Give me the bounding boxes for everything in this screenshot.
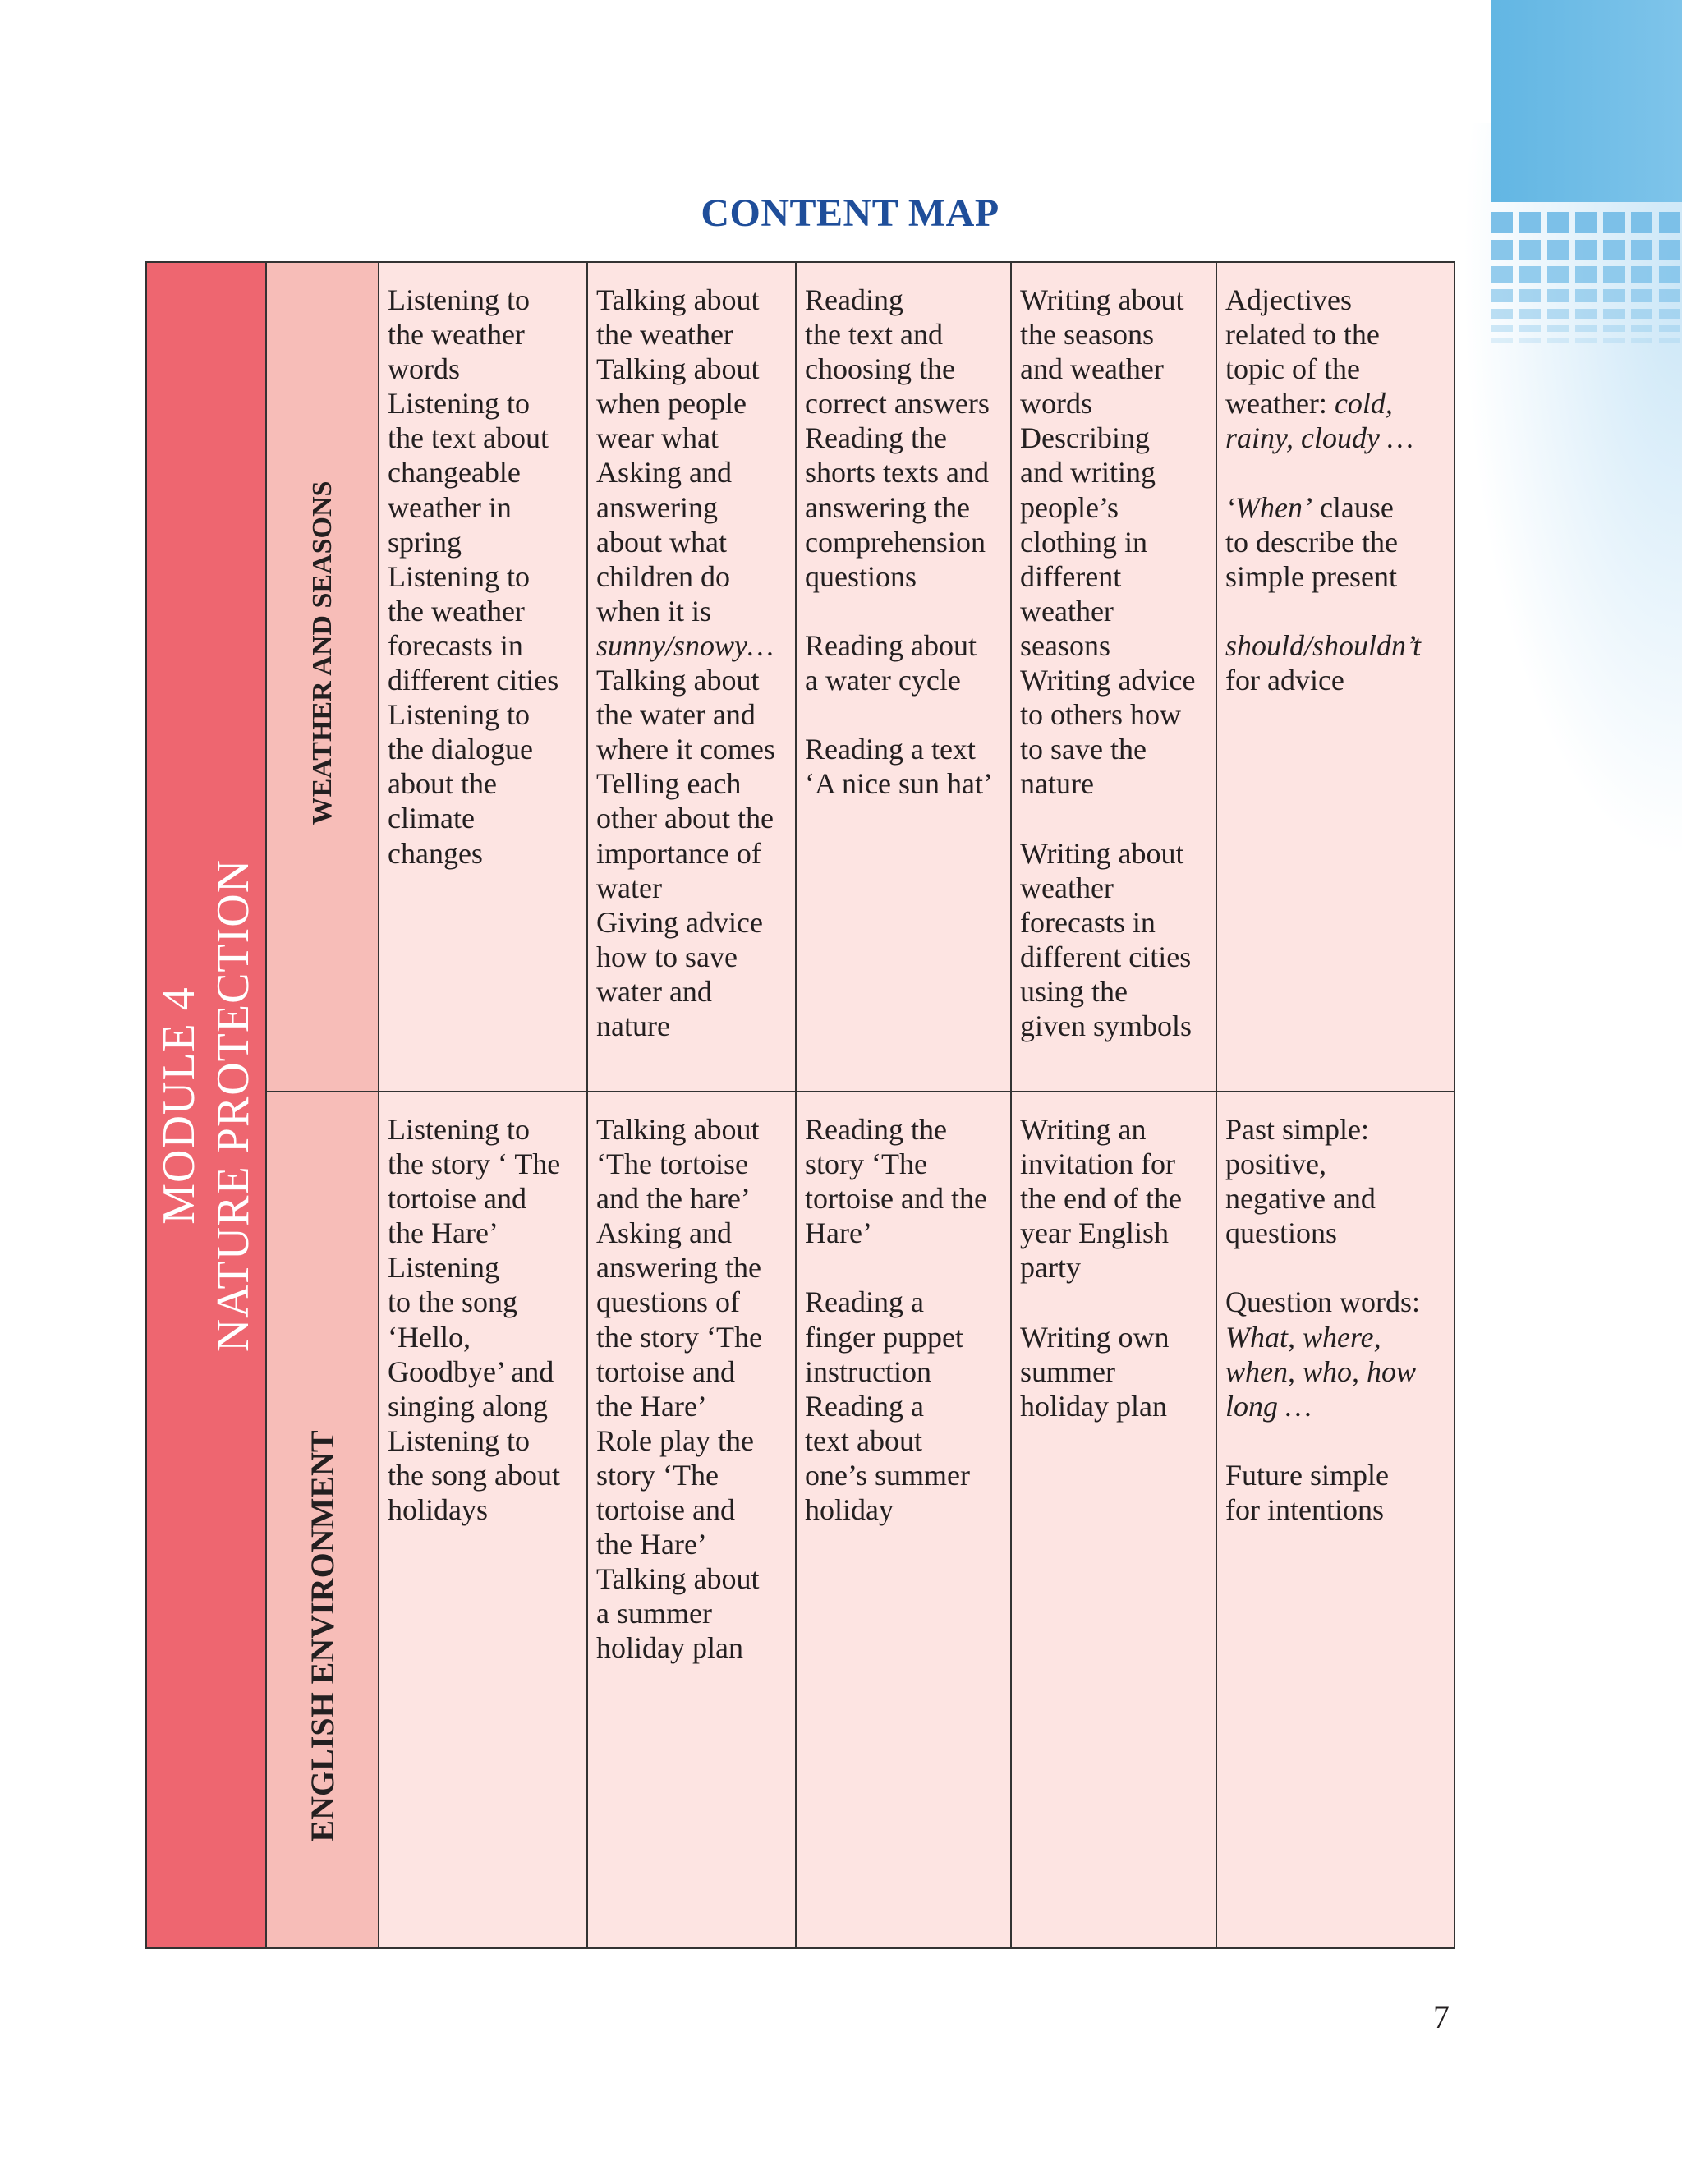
topic-label: WEATHER AND SEASONS	[306, 480, 338, 825]
skill-cell	[1011, 262, 1216, 1092]
cell-line: ‘A nice sun hat’	[805, 767, 993, 801]
decor-square	[1575, 240, 1597, 260]
cell-line: Reading the	[805, 1113, 947, 1146]
cell-line: Writing about	[1020, 836, 1184, 870]
cell-line: Question words:	[1225, 1285, 1420, 1319]
decor-square	[1603, 266, 1625, 283]
square-row	[1491, 309, 1682, 319]
cell-line: story ‘The	[596, 1458, 719, 1492]
cell-line: a water cycle	[805, 664, 961, 697]
cell-line: about the	[388, 767, 497, 801]
decor-square	[1575, 338, 1597, 343]
cell-line: Listening to	[388, 1113, 530, 1146]
decor-square	[1519, 338, 1541, 343]
cell-line: Role play the	[596, 1423, 754, 1457]
cell-line: answering the	[805, 490, 970, 524]
decor-square	[1519, 266, 1541, 283]
decor-square	[1491, 309, 1513, 319]
decor-square	[1659, 289, 1680, 302]
decor-square	[1547, 240, 1569, 260]
cell-line: and the hare’	[596, 1182, 751, 1216]
cell-line: to save the	[1020, 733, 1147, 766]
cell-line: the story ‘ The	[388, 1147, 561, 1181]
cell-line: Reading a	[805, 1389, 924, 1423]
decor-square	[1603, 240, 1625, 260]
cell-line: nature	[1020, 767, 1094, 801]
cell-line: the weather	[596, 318, 733, 352]
decor-square	[1631, 338, 1652, 343]
cell-line: correct answers	[805, 387, 990, 421]
cell-line: using the	[1020, 974, 1128, 1008]
page-title: CONTENT MAP	[701, 191, 1000, 235]
cell-line: different cities	[1020, 940, 1192, 973]
module-name: NATURE PROTECTION	[208, 858, 259, 1352]
cell-line: story ‘The	[805, 1147, 927, 1181]
cell-line: children do	[596, 559, 730, 593]
cell-line: nature	[596, 1009, 670, 1042]
decor-square	[1575, 266, 1597, 283]
cell-line: Reading a text	[805, 733, 976, 766]
cell-line: Talking about	[596, 352, 760, 386]
decor-square	[1519, 309, 1541, 319]
decor-square	[1547, 338, 1569, 343]
cell-gap	[805, 697, 1005, 732]
cell-line: should/shouldn’t	[1225, 628, 1422, 662]
decor-square	[1631, 240, 1652, 260]
grammar-cell	[1216, 1092, 1455, 1948]
cell-line: simple present	[1225, 559, 1397, 593]
decor-square	[1659, 325, 1680, 332]
cell-line: to the song	[388, 1285, 517, 1319]
cell-line	[1225, 490, 1449, 525]
decor-square	[1603, 289, 1625, 302]
square-row	[1491, 325, 1682, 332]
cell-line: finger puppet	[805, 1320, 963, 1354]
square-row	[1491, 289, 1682, 302]
cell-line: comprehension	[805, 525, 986, 559]
cell-text: clause	[1312, 490, 1394, 524]
cell-line: Writing own	[1020, 1320, 1170, 1354]
cell-line: seasons	[1020, 628, 1110, 662]
page-number: 7	[1433, 1998, 1450, 2035]
cell-line: Reading the	[805, 421, 947, 455]
cell-line: holiday plan	[1020, 1389, 1167, 1423]
cell-line: where it comes	[596, 733, 775, 766]
cell-line: singing along	[388, 1389, 548, 1423]
decor-square	[1659, 338, 1680, 343]
cell-line: Writing an	[1020, 1113, 1147, 1146]
decor-square	[1491, 289, 1513, 302]
decor-square	[1519, 325, 1541, 332]
decor-square	[1659, 309, 1680, 319]
cell-line: people’s	[1020, 490, 1119, 524]
cell-line: Talking about	[596, 1113, 760, 1146]
cell-line: Listening	[388, 1251, 499, 1285]
decor-square	[1631, 309, 1652, 319]
cell-line: a summer	[596, 1597, 712, 1630]
cell-line: negative and	[1225, 1182, 1376, 1216]
cell-line: Listening to	[388, 1423, 530, 1457]
decor-square	[1547, 309, 1569, 319]
skill-cell	[587, 1092, 796, 1948]
topic-cell	[266, 1092, 379, 1948]
cell-line: for intentions	[1225, 1493, 1384, 1527]
cell-italic-text: ‘When’	[1225, 490, 1312, 524]
cell-line: Adjectives	[1225, 283, 1352, 316]
cell-line: ‘The tortoise	[596, 1147, 748, 1181]
decor-square	[1547, 325, 1569, 332]
cell-line: when, who, how	[1225, 1354, 1417, 1388]
cell-line: different	[1020, 559, 1122, 593]
module-number: MODULE 4	[154, 986, 205, 1225]
cell-line: the Hare’	[596, 1389, 707, 1423]
cell-line: weather in	[388, 490, 512, 524]
cell-gap	[1225, 594, 1449, 628]
cell-line: answering	[596, 490, 718, 524]
cell-line: when it is	[596, 594, 711, 628]
cell-line: sunny/snowy…	[596, 628, 774, 662]
cell-line: words	[1020, 387, 1092, 421]
corner-blue-block	[1491, 0, 1682, 202]
grammar-cell	[1216, 262, 1455, 1092]
decor-square	[1491, 325, 1513, 332]
decor-square	[1603, 309, 1625, 319]
decor-square	[1519, 240, 1541, 260]
skill-cell	[796, 1092, 1011, 1948]
cell-gap	[1020, 801, 1211, 835]
cell-gap	[805, 1250, 1005, 1285]
cell-line: different cities	[388, 664, 559, 697]
decor-square	[1659, 240, 1680, 260]
decor-square	[1491, 338, 1513, 343]
table-row	[146, 1092, 1455, 1948]
cell-line: Asking and	[596, 456, 732, 490]
cell-gap	[805, 594, 1005, 628]
cell-line: Asking and	[596, 1216, 732, 1250]
cell-line: weather	[1020, 871, 1114, 904]
decor-square	[1519, 289, 1541, 302]
cell-line: invitation for	[1020, 1147, 1175, 1181]
cell-line: the end of the	[1020, 1182, 1182, 1216]
cell-line: Telling each	[596, 767, 742, 801]
cell-line: shorts texts and	[805, 456, 989, 490]
cell-gap	[1225, 1250, 1449, 1285]
cell-line: tortoise and	[388, 1182, 526, 1216]
square-row	[1491, 240, 1682, 260]
cell-line: Hare’	[805, 1216, 872, 1250]
module-cell	[146, 262, 266, 1948]
cell-line: clothing in	[1020, 525, 1147, 559]
cell-gap	[1225, 455, 1449, 490]
cell-line: positive,	[1225, 1147, 1326, 1181]
cell-line: tortoise and	[596, 1354, 735, 1388]
cell-line: questions of	[596, 1285, 740, 1319]
cell-line: holidays	[388, 1493, 488, 1527]
cell-line: wear what	[596, 421, 719, 455]
decor-square	[1547, 289, 1569, 302]
cell-line: the Hare’	[596, 1528, 707, 1561]
cell-line: holiday plan	[596, 1631, 743, 1665]
decor-square	[1491, 266, 1513, 283]
cell-text: weather:	[1225, 387, 1335, 421]
cell-line: the weather	[388, 594, 525, 628]
cell-gap	[1020, 1285, 1211, 1319]
skill-cell	[1011, 1092, 1216, 1948]
cell-line: Reading a	[805, 1285, 924, 1319]
cell-line: Future simple	[1225, 1458, 1389, 1492]
cell-line: questions	[805, 559, 917, 593]
cell-line: to describe the	[1225, 525, 1398, 559]
skill-cell	[796, 262, 1011, 1092]
content-map-table	[145, 261, 1455, 1949]
decor-square	[1603, 325, 1625, 332]
cell-line: topic of the	[1225, 352, 1360, 386]
cell-line: Talking about	[596, 1562, 760, 1596]
cell-line: the seasons	[1020, 318, 1154, 352]
cell-line: the text about	[388, 421, 549, 455]
decor-square	[1659, 266, 1680, 283]
cell-line: Goodbye’ and	[388, 1354, 554, 1388]
cell-line: Listening to	[388, 698, 530, 732]
cell-line: spring	[388, 525, 462, 559]
cell-line: the text and	[805, 318, 943, 352]
module-label	[152, 858, 260, 1351]
cell-line: climate	[388, 802, 475, 835]
cell-line: for advice	[1225, 664, 1344, 697]
cell-line: forecasts in	[388, 628, 523, 662]
cell-line: choosing the	[805, 352, 955, 386]
cell-line: answering the	[596, 1251, 761, 1285]
cell-line: water	[596, 871, 662, 904]
cell-line: tortoise and the	[805, 1182, 987, 1216]
cell-line: What, where,	[1225, 1320, 1381, 1354]
cell-line: to others how	[1020, 698, 1181, 732]
cell-line: Describing	[1020, 421, 1150, 455]
cell-line: long …	[1225, 1389, 1312, 1423]
cell-line: Talking about	[596, 283, 760, 316]
decor-square	[1575, 309, 1597, 319]
skill-cell	[587, 262, 796, 1092]
cell-line: water and	[596, 974, 712, 1008]
decor-square	[1631, 325, 1652, 332]
cell-line: rainy, cloudy …	[1225, 421, 1413, 455]
cell-line: Listening to	[388, 559, 530, 593]
topic-cell	[266, 262, 379, 1092]
cell-line: Listening to	[388, 283, 530, 316]
cell-line: when people	[596, 387, 747, 421]
cell-line: year English	[1020, 1216, 1169, 1250]
cell-italic-text: cold,	[1334, 387, 1393, 421]
cell-line: Giving advice	[596, 905, 763, 939]
cell-line: instruction	[805, 1354, 931, 1388]
cell-line: Listening to	[388, 387, 530, 421]
cell-line: and weather	[1020, 352, 1164, 386]
cell-line: other about the	[596, 802, 774, 835]
decor-square	[1603, 338, 1625, 343]
cell-line: weather	[1020, 594, 1114, 628]
cell-line: the weather	[388, 318, 525, 352]
cell-line: importance of	[596, 836, 761, 870]
cell-line: Writing advice	[1020, 664, 1196, 697]
cell-line: party	[1020, 1251, 1081, 1285]
cell-line: the Hare’	[388, 1216, 499, 1250]
decor-square	[1631, 266, 1652, 283]
cell-line: one’s summer	[805, 1458, 970, 1492]
square-row	[1491, 266, 1682, 283]
cell-line	[1225, 386, 1449, 421]
decor-square	[1575, 289, 1597, 302]
cell-line: questions	[1225, 1216, 1338, 1250]
cell-line: the story ‘The	[596, 1320, 762, 1354]
cell-line: related to the	[1225, 318, 1380, 352]
square-row	[1491, 338, 1682, 343]
table-row	[146, 262, 1455, 1092]
decor-square	[1575, 325, 1597, 332]
cell-line: given symbols	[1020, 1009, 1193, 1042]
cell-line: the song about	[388, 1458, 560, 1492]
cell-line: and writing	[1020, 456, 1156, 490]
topic-label: ENGLISH ENVIRONMENT	[303, 1429, 341, 1842]
cell-line: the dialogue	[388, 733, 533, 766]
cell-gap	[1225, 1423, 1449, 1458]
cell-line: Talking about	[596, 664, 760, 697]
cell-line: summer	[1020, 1354, 1115, 1388]
skill-cell	[379, 262, 587, 1092]
cell-line: how to save	[596, 940, 738, 973]
cell-line: about what	[596, 525, 727, 559]
cell-line: Past simple:	[1225, 1113, 1370, 1146]
cell-line: Reading	[805, 283, 903, 316]
cell-line: changeable	[388, 456, 521, 490]
decor-square	[1547, 266, 1569, 283]
decor-square	[1631, 289, 1652, 302]
cell-line: the water and	[596, 698, 756, 732]
cell-line: Reading about	[805, 628, 977, 662]
cell-line: tortoise and	[596, 1493, 735, 1527]
cell-line: text about	[805, 1423, 922, 1457]
decor-square	[1491, 240, 1513, 260]
cell-line: changes	[388, 836, 483, 870]
cell-line: holiday	[805, 1493, 894, 1527]
cell-line: Writing about	[1020, 283, 1184, 316]
cell-line: words	[388, 352, 460, 386]
cell-line: forecasts in	[1020, 905, 1156, 939]
skill-cell	[379, 1092, 587, 1948]
cell-line: ‘Hello,	[388, 1320, 471, 1354]
